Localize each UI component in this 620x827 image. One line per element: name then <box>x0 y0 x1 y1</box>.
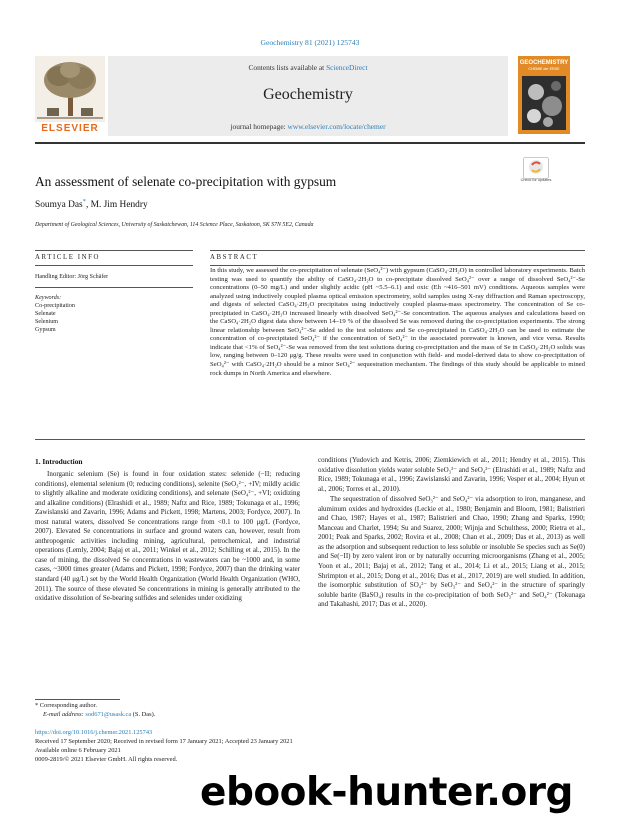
body-column-right <box>318 456 585 611</box>
article-title: An assessment of selenate co-precipitation with gypsum <box>35 174 337 189</box>
keyword-item: Co-precipitation <box>35 303 75 309</box>
contents-prefix: Contents lists available at <box>248 63 327 72</box>
abstract-rule-top <box>210 250 585 251</box>
abstract-text: In this study, we assessed the co-precipitation of selenate (SeO₄²⁻) with gypsum (CaSO₄·2H₂O) in controlled laboratory experiments. Batch testing was used to quantify the ability of CaSO₄·2H₂O to co-precipitate dissolved SeO₄²⁻ over a range of dissolved SeO₄²⁻-Se concentrations (0–50 mg/L) and under slightly acidic (pH ~5.5–6.1) and oxic (Eh ~416–501 mV) conditions. Aqueous samples were analyzed using inductively coupled plasma optical emission spectrometry, solid samples using X-ray diffraction and Raman spectroscopy, and digests of selected CaSO₄·2H₂O precipitates using inductively coupled plasma-mass spectrometry. The concentration of Se co-precipitated in CaSO₄·2H₂O increased linearly with dissolved SeO₄²⁻-Se concentration. The aqueous analyses and calculations based on the CaSO₄·2H₂O digest data show between 14–19 % of the dissolved Se was removed during the co-precipitation experiments. The strong linear relationship between SeO₄²⁻-Se added to the test solutions and Se co-precipitated in CaSO₄·2H₂O can be used to estimate the concentration of co-precipitated SeO₄²⁻ if the concentration of SeO₄²⁻ in the associated porewater is known, and vice versa. Results indicate that <1% of SeO₄²⁻-Se was removed from the test solutions during co-precipitation and the mass of Se in CaSO₄·2H₂O solids was low, ranging between 0–120 μg/g. These results were used in conjunction with field- and model-derived data to show co-precipitation of SeO₄²⁻ with CaSO₄·2H₂O should be a minor SeO₄²⁻ sequestration mechanism. The findings of this study should be applicable to mined rock dumps in North America and elsewhere. <box>210 267 585 377</box>
sciencedirect-link[interactable]: ScienceDirect <box>326 63 368 72</box>
watermark-text: ebook-hunter.org <box>200 770 573 815</box>
copyright-line: 0009-2819/© 2021 Elsevier GmbH. All rights reserved. <box>35 756 178 763</box>
abstract-rule-mid <box>210 265 585 266</box>
editor-rule <box>35 287 193 288</box>
cover-image <box>522 76 566 130</box>
available-online: Available online 6 February 2021 <box>35 747 121 754</box>
cover-subtitle: CHEMIE der ERDE <box>528 67 560 71</box>
author-name[interactable]: M. Jim Hendry <box>90 200 148 210</box>
keyword-item: Selenate <box>35 311 56 317</box>
author-separator: , <box>85 200 91 210</box>
body-column-left <box>35 470 300 605</box>
intro-paragraph: The sequestration of dissolved SeO₃²⁻ and SeO₄²⁻ via adsorption to iron, manganese, and aluminum oxides and hydroxides (Leckie et al., 1980; Benjamin and Bloom, 1981; Balistrieri and Chao, 1987; Hayes et al., 1987; Balistrieri and Chao, 1990; Zhang and Sparks, 1990; Manceau and Charlet, 1994; Su and Suarez, 2000; Wijnja and Schulthess, 2000; Rietra et al., 2001; Peak and Sparks, 2002; Rovira et al., 2008; Chan et al., 2009; Das et al., 2013) as well as the adsorption and subsequent reduction to less soluble or insoluble Se species such as Se(0) and Se(−II) by zero valent iron or by naturally occurring microorganisms (Zhang et al., 2005; Yoon et al., 2011; Bajaj et al., 2012; Tang et al., 2014; Li et al., 2015; Liang et al., 2015; Shrimpton et al., 2015; Dong et al., 2016; Das et al., 2017, 2019) are well studied. In addition, the isomorphic substitution of SO₄²⁻ by SeO₃²⁻ and SeO₄²⁻ in the structure of sparingly soluble barite (BaSO₄) results in the co-precipitation of both SeO₃²⁻ and SeO₄²⁻ (Tokunaga and Takahashi, 2017; Das et al., 2020). <box>318 495 585 609</box>
keywords-label: Keywords: <box>35 295 62 301</box>
article-info-heading: ARTICLE INFO <box>35 254 101 261</box>
masthead-rule <box>35 142 585 144</box>
abstract-heading: ABSTRACT <box>210 254 259 261</box>
keyword-item: Selenium <box>35 319 59 325</box>
affiliation: Department of Geological Sciences, University of Saskatchewan, 114 Science Place, Saskatoon, SK S7N 5E2, Canada <box>35 222 314 228</box>
keyword-item: Gypsum <box>35 327 56 333</box>
homepage-link[interactable]: www.elsevier.com/locate/chemer <box>287 122 386 131</box>
article-info-rule-mid <box>35 265 193 266</box>
received-dates: Received 17 September 2020; Received in revised form 17 January 2021; Accepted 23 January 2021 <box>35 738 293 745</box>
corresponding-author-note: * Corresponding author. <box>35 702 97 709</box>
handling-editor: Handling Editor: Jörg Schäfer <box>35 274 109 280</box>
journal-title: Geochemistry <box>263 86 353 103</box>
cover-artwork-icon <box>522 76 566 130</box>
email-suffix: (S. Das). <box>131 711 156 718</box>
doi-text[interactable]: https://doi.org/10.1016/j.chemer.2021.125743 <box>35 729 153 736</box>
email-link[interactable]: sod671@usask.ca <box>85 711 132 718</box>
check-for-updates-badge[interactable] <box>523 157 549 187</box>
email-label: E-mail address: <box>43 711 86 718</box>
journal-reference[interactable]: Geochemistry 81 (2021) 125743 <box>260 38 360 47</box>
cover-title: GEOCHEMISTRY <box>519 60 569 66</box>
publisher-name: ELSEVIER <box>41 123 99 134</box>
tree-logo-icon <box>35 56 105 122</box>
corresponding-mark[interactable]: * <box>82 197 86 205</box>
doi-link[interactable] <box>35 728 152 737</box>
abstract-rule-bottom <box>35 439 585 440</box>
authors-line <box>35 197 148 210</box>
check-for-updates-label: Check for updates <box>520 178 552 182</box>
intro-paragraph: Inorganic selenium (Se) is found in four oxidation states: selenide (−II; reducing conditions), elemental selenium (0; reducing conditions), selenite (SeO₃²⁻, +IV; mildly acidic to slightly alkaline and moderate oxidizing conditions), and selenate (SeO₄²⁻, +VI; oxidizing and alkaline conditions) (Elrashidi et al., 1989; Naftz and Rice, 1989; Tokunaga et al., 1996; Zawislanski and Zavarin, 1996; Adams and Pickett, 1998; Martens, 2003; Fordyce, 2007). In most natural waters, dissolved Se concentrations range from <0.1 to 100 μg/L (Fordyce, 2007). Elevated Se concentrations in surface and ground waters can, however, result from anthropogenic activities including mining, agricultural, petrochemical, and industrial operations (Lemly, 2004; Bajaj et al., 2011; Winkel et al., 2012; Schilling et al., 2015). In the case of mining, the dissolved Se concentrations in wastewaters can be ~1000 and, in some cases, ~3000 times greater (Adams and Pickett, 1998; Fordyce, 2007) than the drinking water standard (40 μg/L) set by the World Health Organization (World Health Organization (WHO, 2011). The source of these elevated Se concentrations in mining is generally attributed to the oxidative dissolution of Se-bearing sulfides and selenides under oxidizing <box>35 470 300 603</box>
journal-homepage-line <box>108 122 508 131</box>
intro-paragraph: conditions (Yudovich and Ketris, 2006; Ziemkiewich et al., 2011; Hendry et al., 2015). This oxidative dissolution yields water soluble SeO₃²⁻ and SeO₄²⁻ (Elrashidi et al., 1989; Naftz and Rice, 1989; Tokunaga et al., 1996; Zawislanski and Zavarin, 1996; Vesper et al., 2004; Hyun et al., 2006; Torres et al., 2010). <box>318 456 585 493</box>
homepage-prefix: journal homepage: <box>230 122 288 131</box>
check-updates-icon <box>523 157 549 179</box>
keyword-list <box>35 302 193 334</box>
email-line <box>43 711 155 718</box>
footnote-rule <box>35 699 120 700</box>
article-info-rule-top <box>35 250 193 251</box>
author-name[interactable]: Soumya Das <box>35 200 83 210</box>
section-heading-introduction: 1. Introduction <box>35 457 83 466</box>
contents-available-line <box>108 63 508 72</box>
